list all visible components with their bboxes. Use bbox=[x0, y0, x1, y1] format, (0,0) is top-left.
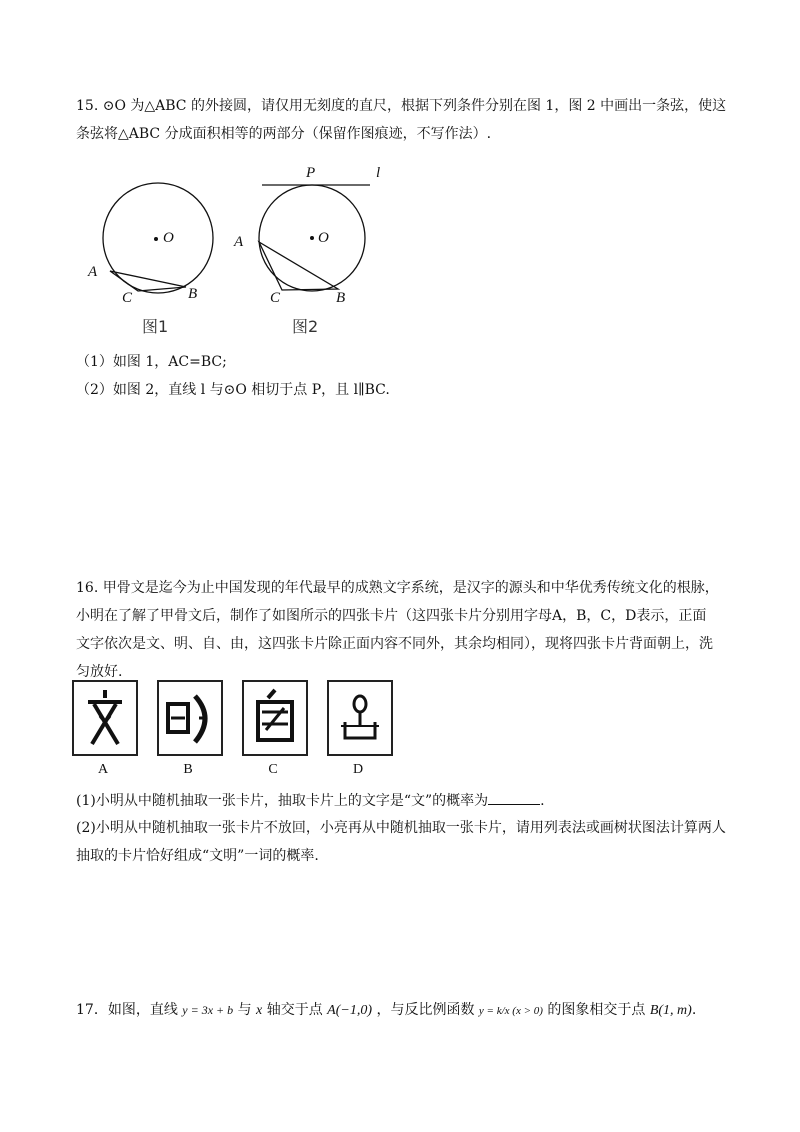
oracle-zi-icon bbox=[244, 682, 306, 754]
fig2-label-p: P bbox=[306, 165, 316, 181]
q17-function: y = k/x (x > 0) bbox=[478, 1005, 543, 1017]
fig1-label-o: O bbox=[163, 230, 174, 246]
q16-part1-text: (1)小明从中随机抽取一张卡片，抽取卡片上的文字是“文”的概率为 bbox=[76, 793, 489, 809]
card-d bbox=[327, 680, 393, 756]
card-b bbox=[157, 680, 223, 756]
q16-part1-end: . bbox=[540, 793, 545, 809]
q17-line1 bbox=[76, 1000, 736, 1021]
fig2-label-b: B bbox=[336, 290, 346, 306]
figure-1 bbox=[80, 178, 230, 308]
q15-part2: （2）如图 2，直线 l 与⊙O 相切于点 P，且 l∥BC. bbox=[76, 382, 390, 398]
q16-line2: 小明在了解了甲骨文后，制作了如图所示的四张卡片（这四张卡片分别用字母A，B，C，D表示，正面 bbox=[76, 608, 707, 624]
fig2-caption: 图2 bbox=[292, 317, 319, 336]
q17-suffix: . bbox=[691, 1002, 697, 1018]
fig2-label-a: A bbox=[234, 234, 244, 250]
card-c bbox=[242, 680, 308, 756]
q15-line1: 15. ⊙O 为△ABC 的外接圆，请仅用无刻度的直尺，根据下列条件分别在图 1，图 2 中画出一条弦，使这 bbox=[76, 98, 727, 114]
fig2-label-l: l bbox=[376, 165, 381, 181]
q17-mid2: 轴交于点 bbox=[266, 1002, 323, 1018]
fig1-caption: 图1 bbox=[142, 317, 169, 336]
oracle-you-icon bbox=[329, 682, 391, 754]
q17-point-a: A(−1,0) bbox=[327, 1003, 372, 1018]
card-label-a: A bbox=[97, 762, 109, 777]
q17-axis: x bbox=[256, 1003, 263, 1018]
q17-prefix: 17．如图，直线 bbox=[76, 1002, 178, 1018]
fig1-label-b: B bbox=[188, 286, 198, 302]
q16-part2-line2: 抽取的卡片恰好组成“文明”一词的概率. bbox=[76, 848, 319, 864]
q16-part2-line1: (2)小明从中随机抽取一张卡片不放回，小亮再从中随机抽取一张卡片，请用列表法或画树状图法计算两人 bbox=[76, 820, 726, 836]
q17-line-equation: y = 3x + b bbox=[182, 1003, 234, 1017]
card-label-c: C bbox=[268, 762, 278, 777]
figure-2 bbox=[228, 160, 388, 310]
card-label-d: D bbox=[352, 762, 364, 777]
card-label-b: B bbox=[183, 762, 193, 777]
q17-mid1: 与 bbox=[237, 1002, 252, 1018]
q16-line1: 16. 甲骨文是迄今为止中国发现的年代最早的成熟文字系统，是汉字的源头和中华优秀传统文化的根脉， bbox=[76, 580, 719, 596]
card-a bbox=[72, 680, 138, 756]
fig2-label-o: O bbox=[318, 230, 329, 246]
q16-line4: 匀放好. bbox=[76, 664, 123, 680]
center-dot bbox=[154, 237, 158, 241]
answer-blank[interactable] bbox=[488, 790, 540, 805]
q16-line3: 文字依次是文、明、自、由，这四张卡片除正面内容不同外，其余均相同），现将四张卡片背面朝上，洗 bbox=[76, 636, 713, 652]
q17-point-b: B(1, m) bbox=[649, 1003, 692, 1018]
oracle-ming-icon bbox=[159, 682, 221, 754]
q15-line2: 条弦将△ABC 分成面积相等的两部分（保留作图痕迹，不写作法）. bbox=[76, 126, 492, 142]
fig1-label-a: A bbox=[88, 264, 98, 280]
oracle-wen-icon bbox=[74, 682, 136, 754]
fig1-label-c: C bbox=[122, 290, 133, 306]
q15-part1: （1）如图 1，AC=BC; bbox=[76, 354, 227, 370]
q16-part1 bbox=[76, 790, 736, 811]
center-dot bbox=[310, 236, 314, 240]
q17-mid4: 的图象相交于点 bbox=[547, 1002, 646, 1018]
fig2-label-c: C bbox=[270, 290, 281, 306]
q17-mid3: ，与反比例函数 bbox=[376, 1002, 475, 1018]
